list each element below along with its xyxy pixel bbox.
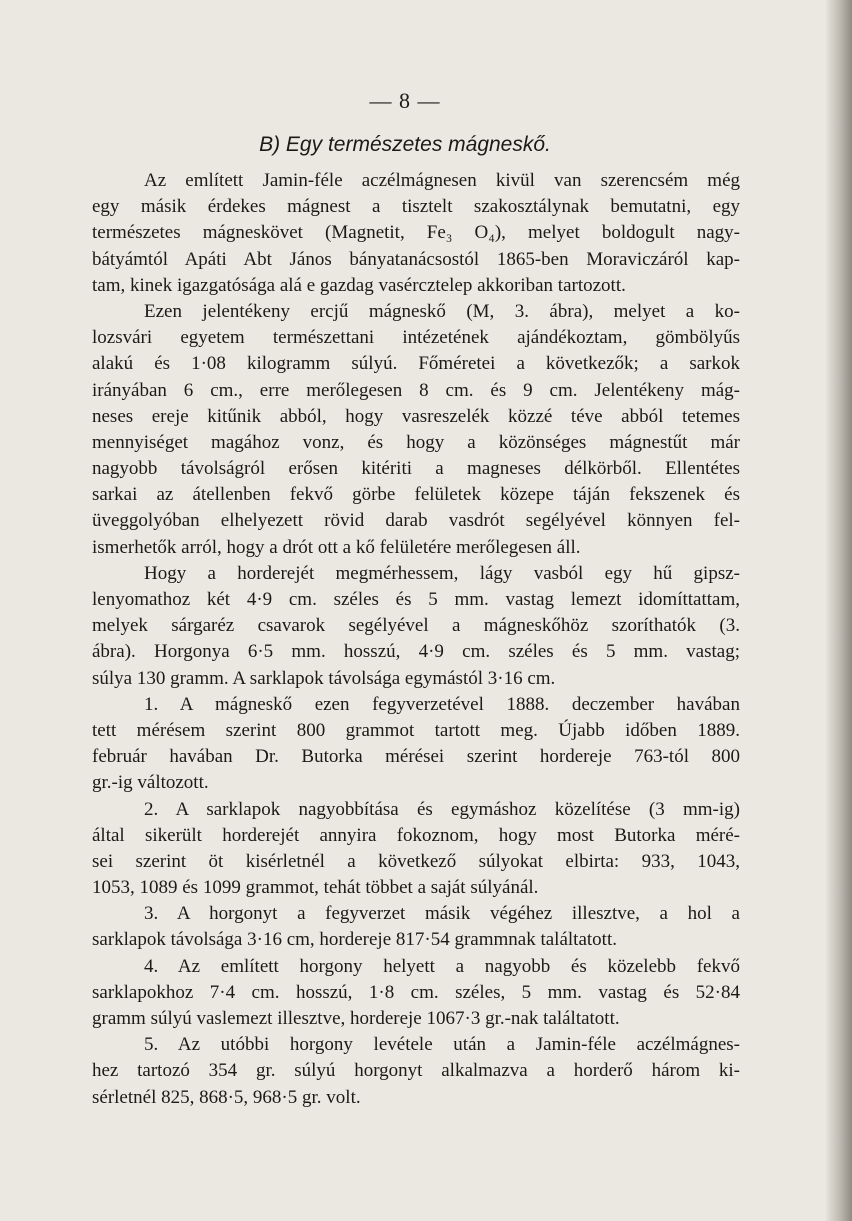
text-line: ábra). Horgonya 6·5 mm. hosszú, 4·9 cm. széles és 5 mm. vastag; xyxy=(92,641,740,663)
body-text xyxy=(92,168,740,1111)
text-line: mennyiséget magához vonz, és hogy a közönséges mágnestűt már xyxy=(92,431,740,453)
text-line: ismerhetők arról, hogy a drót ott a kő felületére merőlegesen áll. xyxy=(92,536,581,558)
text-line: tam, kinek igazgatósága alá e gazdag vasérczteleр akkoriban tartozott. xyxy=(92,274,626,296)
text-line: hez tartozó 354 gr. súlyú horgonyt alkalmazva a horderő három ki- xyxy=(92,1060,740,1082)
text-line: 1053, 1089 és 1099 grammot, tehát többet a saját súlyánál. xyxy=(92,877,539,899)
text-line: irányában 6 cm., erre merőlegesen 8 cm. és 9 cm. Jelentékeny mág- xyxy=(92,379,740,401)
text-line: gramm súlyú vaslemezt illesztve, hordereje 1067·3 gr.-nak találtatott. xyxy=(92,1008,620,1029)
text-line: üveggolyóban elhelyezett rövid darab vasdrót segélyével könnyen fel- xyxy=(92,510,740,532)
text-line: 2. A sarklapok nagyobbítása és egymáshoz közelítése (3 mm-ig) xyxy=(144,798,740,820)
text-line: súlya 130 gramm. A sarklapok távolsága egymástól 3·16 cm. xyxy=(92,667,556,689)
text-line: Ezen jelentékeny ercjű mágneskő (M, 3. ábra), melyet a ko- xyxy=(144,300,740,322)
text-line: nagyobb távolságról erősen kitériti a magneses délkörből. Ellentétes xyxy=(92,458,740,480)
text-line: neses ereje kitűnik abból, hogy vasreszelék közzé téve abból tetemes xyxy=(92,405,740,427)
text-line: gr.-ig változott. xyxy=(92,772,209,794)
text-line: által sikerült horderejét annyira fokoznom, hogy most Butorka méré- xyxy=(92,824,740,846)
text-line: sarklapok távolsága 3·16 cm, hordereje 817·54 grammnak találtatott. xyxy=(92,929,617,951)
page-edge-shadow xyxy=(826,0,852,1221)
text-line: alakú és 1·08 kilogramm súlyú. Főméretei a következők; a sarkok xyxy=(92,353,740,375)
text-line: bátyámtól Apáti Abt János bányatanácsostól 1865-ben Moraviczáról kap- xyxy=(92,248,740,270)
text-line: sérletnél 825, 868·5, 968·5 gr. volt. xyxy=(92,1086,361,1108)
text-line: 5. Az utóbbi horgony levétele után a Jamin-féle aczélmágnes- xyxy=(144,1034,740,1056)
text-line: Az említett Jamin-féle aczélmágnesen kivül van szerencsém még xyxy=(144,170,740,191)
text-line: sei szerint öt kisérletnél a következő súlyokat elbirta: 933, 1043, xyxy=(92,850,740,872)
text-line: lenyomathoz két 4·9 cm. széles és 5 mm. vastag lemezt idomíttattam, xyxy=(92,589,740,610)
text-line: lozsvári egyetem természettani intézetének ajándékoztam, gömbölyűs xyxy=(92,327,740,349)
text-line: Hogy a horderejét megmérhessem, lágy vasból egy hű gipsz- xyxy=(144,562,740,584)
text-line: egy másik érdekes mágnest a tisztelt szakosztálynak bemutatni, egy xyxy=(92,196,740,218)
text-line: 1. A mágneskő ezen fegyverzetével 1888. deczember havában xyxy=(144,693,740,715)
text-line: sarkai az átellenben fekvő görbe felületek közepe táján fekszenek és xyxy=(92,484,740,506)
text-line: 4. Az említett horgony helyett a nagyobb és közelebb fekvő xyxy=(144,955,740,977)
text-line: február havában Dr. Butorka mérései szerint hordereje 763-tól 800 xyxy=(92,746,740,768)
page-number: — 8 — xyxy=(369,88,441,113)
text-line: sarklapokhoz 7·4 cm. hosszú, 1·8 cm. széles, 5 mm. vastag és 52·84 xyxy=(92,981,740,1003)
text-line: 3. A horgonyt a fegyverzet másik végéhez illesztve, a hol a xyxy=(144,903,740,925)
text-line: természetes mágneskövet (Magnetit, Fe₃ O₄), melyet boldogult nagy- xyxy=(92,222,740,244)
text-line: melyek sárgaréz csavarok segélyével a mágneskőhöz szoríthatók (3. xyxy=(92,615,740,637)
text-line: tett mérésem szerint 800 grammot tartott meg. Újabb időben 1889. xyxy=(92,719,740,741)
section-title: B) Egy természetes mágneskő. xyxy=(259,133,551,156)
